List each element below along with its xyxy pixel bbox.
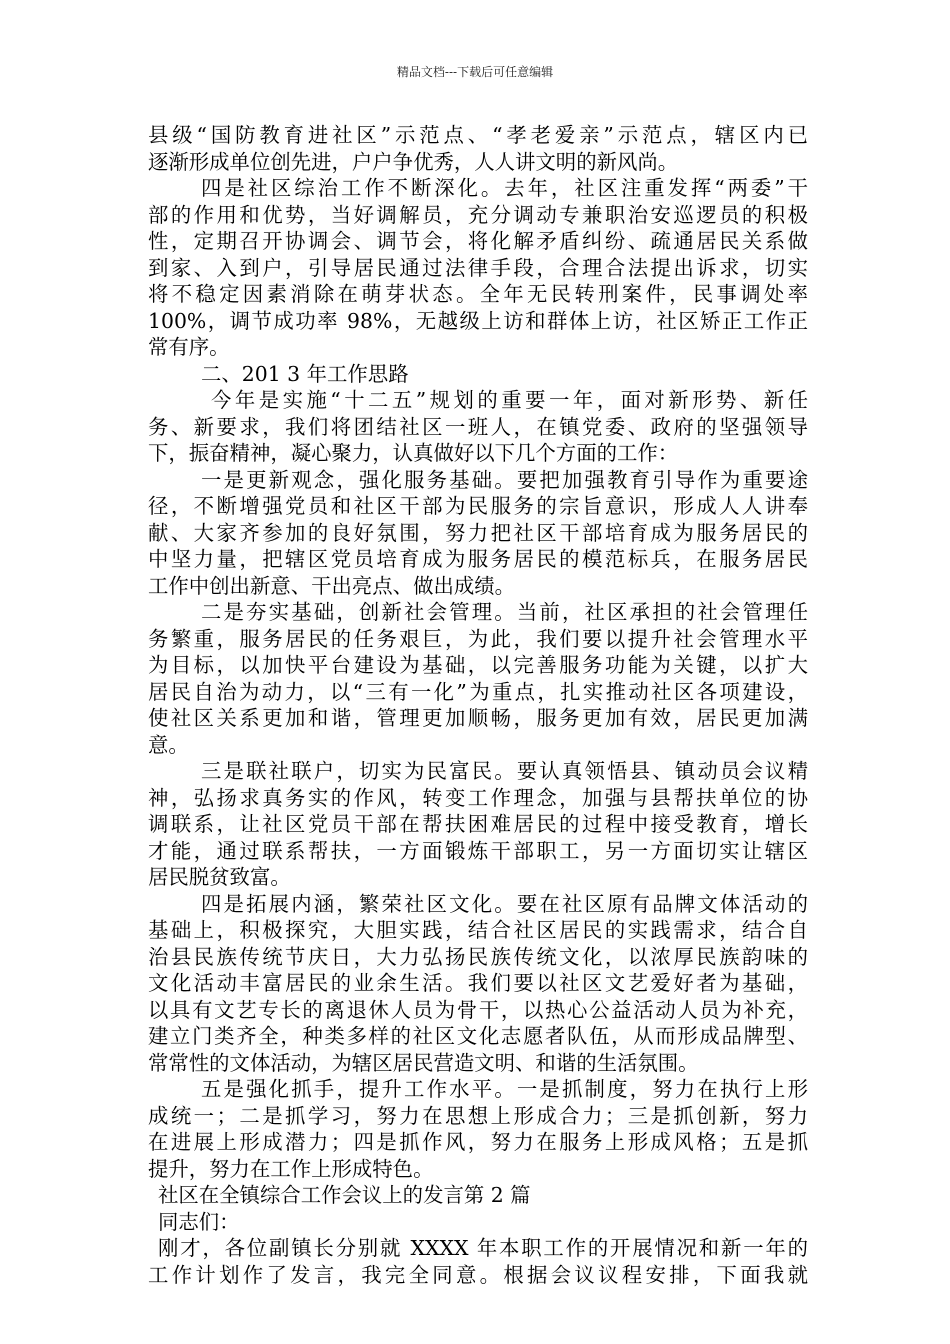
text-line: 三是联社联户，切实为民富民。要认真领悟县、镇动员会议精 xyxy=(201,759,808,783)
text-line: 社区在全镇综合工作会议上的发言第 2 篇 xyxy=(158,1183,531,1207)
document-body xyxy=(148,122,808,1288)
page-header: 精品文档---下载后可任意编辑 xyxy=(396,65,554,79)
text-line: 四是社区综治工作不断深化。去年，社区注重发挥“两委”干 xyxy=(201,176,808,200)
text-line: 中坚力量，把辖区党员培育成为服务居民的模范标兵，在服务居民 xyxy=(148,547,808,571)
text-line: 为目标，以加快平台建设为基础，以完善服务功能为关键，以扩大 xyxy=(148,653,808,677)
text-line: 才能，通过联系帮扶，一方面锻炼干部职工，另一方面切实让辖区 xyxy=(148,838,808,863)
text-line: 工作中创出新意、干出亮点、做出成绩。 xyxy=(148,573,516,598)
text-line: 以具有文艺专长的离退休人员为骨干，以热心公益活动人员为补充， xyxy=(148,997,808,1022)
text-line: 二、201 3 年工作思路 xyxy=(201,361,409,386)
text-line: 五是强化抓手，提升工作水平。一是抓制度，努力在执行上形 xyxy=(201,1077,808,1101)
text-line: 县级“国防教育进社区”示范点、“孝老爱亲”示范点，辖区内已 xyxy=(148,123,808,147)
text-line: 同志们： xyxy=(158,1209,240,1234)
text-line: 务、新要求，我们将团结社区一班人，在镇党委、政府的坚强领导 xyxy=(148,414,808,439)
text-line: 将不稳定因素消除在萌芽状态。全年无民转刑案件，民事调处率 xyxy=(148,282,808,306)
text-line: 常有序。 xyxy=(148,335,230,359)
text-line: 神，弘扬求真务实的作风，转变工作理念，加强与县帮扶单位的协 xyxy=(148,785,808,810)
text-line: 工作计划作了发言，我完全同意。根据会议议程安排，下面我就 xyxy=(148,1262,808,1287)
text-line: 治县民族传统节庆日，大力弘扬民族传统文化，以浓厚民族韵味的 xyxy=(148,944,808,969)
text-line: 在进展上形成潜力；四是抓作风，努力在服务上形成风格；五是抓 xyxy=(148,1130,808,1154)
text-line: 二是夯实基础，创新社会管理。当前，社区承担的社会管理任 xyxy=(201,600,808,624)
text-line: 下，振奋精神，凝心聚力，认真做好以下几个方面的工作： xyxy=(148,441,679,465)
text-line: 一是更新观念，强化服务基础。要把加强教育引导作为重要途 xyxy=(201,467,808,492)
text-line: 使社区关系更加和谐，管理更加顺畅，服务更加有效，居民更加满 xyxy=(148,706,808,730)
text-line: 意。 xyxy=(148,732,189,757)
text-line: 逐渐形成单位创先进，户户争优秀，人人讲文明的新风尚。 xyxy=(148,149,679,174)
text-line: 今年是实施“十二五”规划的重要一年，面对新形势、新任 xyxy=(211,388,808,412)
text-line: 居民自治为动力，以“三有一化”为重点，扎实推动社区各项建设， xyxy=(148,679,808,704)
text-line: 务繁重，服务居民的任务艰巨，为此，我们要以提升社会管理水平 xyxy=(148,626,808,651)
text-line: 部的作用和优势，当好调解员，充分调动专兼职治安巡逻员的积极 xyxy=(148,202,808,227)
text-line: 提升，努力在工作上形成特色。 xyxy=(148,1156,434,1181)
text-line: 基础上，积极探究，大胆实践，结合社区居民的实践需求，结合自 xyxy=(148,918,808,942)
text-line: 性，定期召开协调会、调节会，将化解矛盾纠纷、疏通居民关系做 xyxy=(148,229,808,253)
text-line: 刚才，各位副镇长分别就 XXXX 年本职工作的开展情况和新一年的 xyxy=(158,1236,808,1260)
text-line: 居民脱贫致富。 xyxy=(148,865,291,889)
text-line: 文化活动丰富居民的业余生活。我们要以社区文艺爱好者为基础， xyxy=(148,971,808,995)
text-line: 建立门类齐全，种类多样的社区文化志愿者队伍，从而形成品牌型、 xyxy=(148,1024,808,1048)
text-line: 调联系，让社区党员干部在帮扶困难居民的过程中接受教育，增长 xyxy=(148,812,808,836)
text-line: 到家、入到户，引导居民通过法律手段，合理合法提出诉求，切实 xyxy=(148,255,808,280)
text-line: 100%，调节成功率 98%，无越级上访和群体上访，社区矫正工作正 xyxy=(148,308,808,333)
text-line: 成统一；二是抓学习，努力在思想上形成合力；三是抓创新，努力 xyxy=(148,1103,808,1128)
text-line: 献、大家齐参加的良好氛围，努力把社区干部培育成为服务居民的 xyxy=(148,520,808,545)
text-line: 四是拓展内涵，繁荣社区文化。要在社区原有品牌文体活动的 xyxy=(201,891,808,916)
text-line: 径，不断增强党员和社区干部为民服务的宗旨意识，形成人人讲奉 xyxy=(148,494,808,518)
text-line: 常常性的文体活动，为辖区居民营造文明、和谐的生活氛围。 xyxy=(148,1050,699,1075)
